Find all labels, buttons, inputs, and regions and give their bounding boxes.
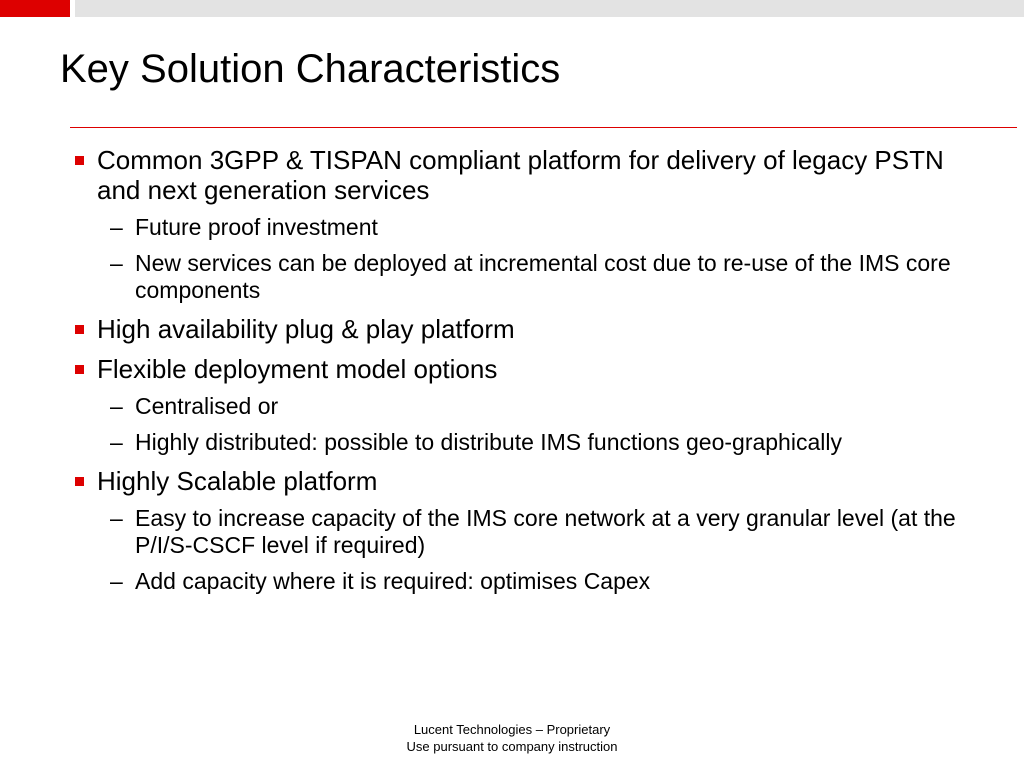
sub-bullet-item bbox=[70, 568, 970, 595]
sub-bullet-text: Highly distributed: possible to distribute IMS functions geo-graphically bbox=[135, 429, 842, 455]
title-divider bbox=[70, 127, 1017, 128]
bullet-text: High availability plug & play platform bbox=[97, 314, 515, 344]
dash-bullet-icon: – bbox=[110, 505, 123, 531]
dash-bullet-icon: – bbox=[110, 214, 123, 240]
square-bullet-icon bbox=[75, 156, 84, 165]
sub-bullet-item bbox=[70, 505, 970, 559]
bullet-item bbox=[70, 314, 970, 344]
bullet-text: Highly Scalable platform bbox=[97, 466, 378, 496]
sub-bullet-text: Easy to increase capacity of the IMS core network at a very granular level (at the P/I/S-CSCF level if required) bbox=[135, 505, 956, 558]
bullet-text: Common 3GPP & TISPAN compliant platform for delivery of legacy PSTN and next generation services bbox=[97, 145, 944, 205]
dash-bullet-icon: – bbox=[110, 429, 123, 455]
sub-bullet-text: Add capacity where it is required: optimises Capex bbox=[135, 568, 651, 594]
dash-bullet-icon: – bbox=[110, 250, 123, 276]
sub-bullet-item bbox=[70, 214, 970, 241]
slide-title: Key Solution Characteristics bbox=[60, 47, 561, 91]
sub-bullet-text: Future proof investment bbox=[135, 214, 378, 240]
dash-bullet-icon: – bbox=[110, 393, 123, 419]
sub-bullet-text: New services can be deployed at incremental cost due to re-use of the IMS core components bbox=[135, 250, 951, 303]
square-bullet-icon bbox=[75, 325, 84, 334]
sub-bullet-text: Centralised or bbox=[135, 393, 279, 419]
sub-bullet-item bbox=[70, 393, 970, 420]
footer-line-2: Use pursuant to company instruction bbox=[406, 739, 618, 754]
bullet-item bbox=[70, 145, 970, 205]
bullet-item bbox=[70, 466, 970, 496]
footer bbox=[312, 721, 712, 755]
top-accent-bar bbox=[0, 0, 70, 17]
bullet-list bbox=[70, 145, 970, 595]
sub-bullet-item bbox=[70, 250, 970, 304]
bullet-item bbox=[70, 354, 970, 384]
sub-bullet-item bbox=[70, 429, 970, 456]
bullet-text: Flexible deployment model options bbox=[97, 354, 498, 384]
footer-line-1: Lucent Technologies – Proprietary bbox=[413, 722, 611, 737]
dash-bullet-icon: – bbox=[110, 568, 123, 594]
square-bullet-icon bbox=[75, 365, 84, 374]
top-gray-bar bbox=[75, 0, 1024, 17]
square-bullet-icon bbox=[75, 477, 84, 486]
